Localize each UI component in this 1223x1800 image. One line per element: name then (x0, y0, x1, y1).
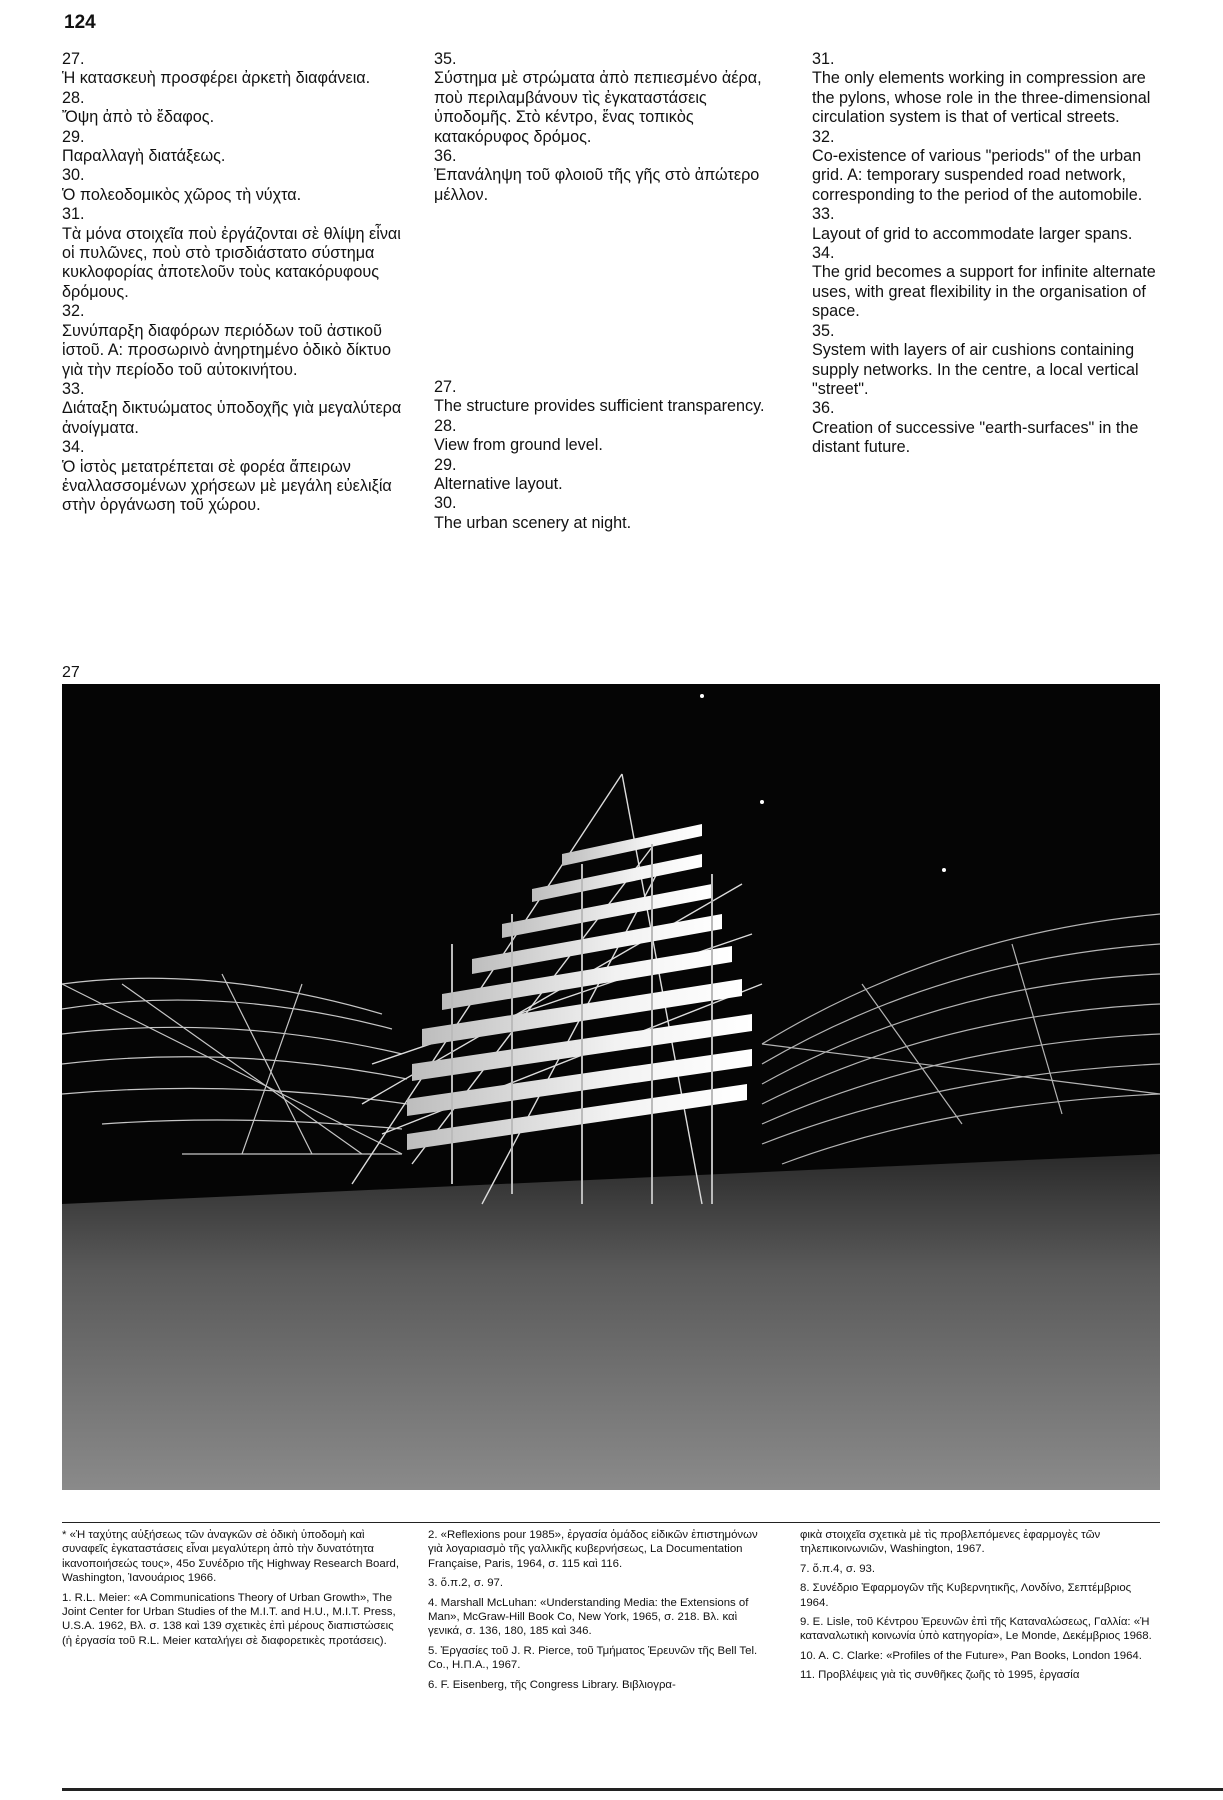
footnotes-column-1 (62, 1528, 404, 1653)
caption-line: 31. (812, 50, 835, 68)
footnote: 4. Marshall McLuhan: «Understanding Media: the Extensions of Man», McGraw-Hill Book Co, New York, 1965, σ. 218. Βλ. καὶ γενικά, σ. 136, 180, 185 καὶ 346. (428, 1596, 749, 1638)
footnote: φικὰ στοιχεῖα σχετικὰ μὲ τὶς προβλεπόμενες ἐφαρμογὲς τῶν τηλεπικοινωνιῶν, Washington, 1967. (800, 1529, 1101, 1556)
footnote: 1. R.L. Meier: «A Communications Theory of Urban Growth», The Joint Center for Urban Studies of the M.I.T. and H.U., M.I.T. Press, U.S.A. 1962, Βλ. σ. 138 καὶ 139 σχετικὲς ἐπὶ μέρους διαπιστώσεις (ἡ ἐργασία τοῦ R.L. Meier καταλήγει σὲ διαφορετικὲς προτάσεις). (62, 1591, 396, 1647)
footnote: 2. «Reflexions pour 1985», ἐργασία ὁμάδος εἰδικῶν ἐπιστημόνων γιὰ λογαριασμὸ τῆς γαλλικῆς κυβερνήσεως, La Documentation Française, Paris, 1964, σ. 115 καὶ 116. (428, 1529, 758, 1570)
caption-line: 29. (434, 455, 457, 474)
caption-line: 32. (812, 127, 835, 146)
caption-line: Διάταξη δικτυώματος ὑποδοχῆς γιὰ μεγαλύτερα ἀνοίγματα. (62, 399, 402, 437)
caption-line: The structure provides sufficient transparency. (434, 397, 765, 416)
footnote: 8. Συνέδριο Ἐφαρμογῶν τῆς Κυβερνητικῆς, Λονδίνο, Σεπτέμβριος 1964. (800, 1582, 1132, 1609)
caption-line: 33. (62, 379, 85, 398)
caption-line: Παραλλαγὴ διατάξεως. (62, 147, 226, 166)
caption-line: 35. (812, 321, 835, 340)
caption-line: The only elements working in compression are the pylons, whose role in the three-dimensional circulation system is that of vertical streets. (812, 69, 1151, 127)
caption-line: 35. (434, 50, 457, 68)
figure-photo (62, 684, 1160, 1490)
caption-line: 36. (812, 399, 835, 418)
caption-line: 28. (62, 88, 85, 107)
caption-line: 30. (434, 494, 457, 513)
footnote: 7. ὅ.π.4, σ. 93. (800, 1562, 876, 1575)
caption-line: Co-existence of various "periods" of the urban grid. A: temporary suspended road network, corresponding to the period of the automobile. (812, 147, 1143, 204)
middle-captions-column (434, 50, 770, 532)
english-captions-column (812, 50, 1157, 458)
middle-english-captions (434, 378, 770, 533)
caption-line: 28. (434, 416, 457, 435)
middle-greek-captions (434, 50, 770, 205)
caption-line: 31. (62, 205, 85, 224)
footnotes-column-2 (428, 1528, 772, 1697)
footnotes-rule (62, 1522, 1160, 1523)
caption-line: 27. (62, 50, 85, 68)
caption-line: 34. (62, 438, 85, 457)
caption-line: 36. (434, 147, 457, 166)
caption-line: Layout of grid to accommodate larger spans. (812, 224, 1133, 243)
caption-line: The urban scenery at night. (434, 513, 632, 532)
footnote: 6. F. Eisenberg, τῆς Congress Library. Βιβλιογρα- (428, 1678, 676, 1691)
footnote: 5. Ἐργασίες τοῦ J. R. Pierce, τοῦ Τμήματος Ἐρευνῶν τῆς Bell Tel. Co., Η.Π.Α., 1967. (428, 1644, 758, 1672)
page-number: 124 (64, 12, 96, 33)
caption-line: The grid becomes a support for infinite alternate uses, with great flexibility in the organisation of space. (812, 263, 1156, 321)
footnotes-column-3 (800, 1528, 1160, 1688)
bottom-rule (62, 1788, 1223, 1791)
caption-line: Ὁ πολεοδομικὸς χῶρος τὴ νύχτα. (62, 185, 302, 204)
caption-line: View from ground level. (434, 436, 603, 455)
figure-label: 27 (62, 664, 80, 681)
caption-line: 27. (434, 378, 457, 396)
caption-line: Creation of successive "earth-surfaces" in the distant future. (812, 418, 1139, 457)
caption-line: Ἐπανάληψη τοῦ φλοιοῦ τῆς γῆς στὸ ἀπώτερο μέλλον. (434, 166, 760, 204)
caption-line: Ὄψη ἀπὸ τὸ ἔδαφος. (62, 108, 215, 127)
caption-line: Alternative layout. (434, 475, 563, 494)
greek-captions-column (62, 50, 407, 516)
caption-line: 34. (812, 244, 835, 263)
caption-line: 29. (62, 127, 85, 146)
caption-line: Σύστημα μὲ στρώματα ἀπὸ πεπιεσμένο ἀέρα, ποὺ περιλαμβάνουν τὶς ἐγκαταστάσεις ὑποδομῆς. Στὸ κέντρο, ἕνας τοπικὸς κατακόρυφος δρόμος. (434, 69, 762, 146)
caption-line: Ἡ κατασκευὴ προσφέρει ἀρκετὴ διαφάνεια. (62, 69, 371, 88)
caption-line: Τὰ μόνα στοιχεῖα ποὺ ἐργάζονται σὲ θλίψη εἶναι οἱ πυλῶνες, ποὺ στὸ τρισδιάστατο σύστημα κυκλοφορίας ἀποτελοῦν τοὺς κατακόρυφους δρόμους. (62, 224, 401, 301)
footnote: 11. Προβλέψεις γιὰ τὶς συνθῆκες ζωῆς τὸ 1995, ἐργασία (800, 1669, 1080, 1682)
footnote: 10. A. C. Clarke: «Profiles of the Future», Pan Books, London 1964. (800, 1649, 1142, 1662)
footnote: 3. ὅ.π.2, σ. 97. (428, 1577, 504, 1590)
footnote: * «Ἡ ταχύτης αὐξήσεως τῶν ἀναγκῶν σὲ ὁδικὴ ὑποδομὴ καὶ συναφεῖς ἐγκαταστάσεις εἶναι μεγαλύτερη ἀπὸ τὴν δυνατότητα ἱκανοποιήσεώς τους», 45ο Συνέδριο τῆς Highway Research Board, Washington, Ἰανουάριος 1966. (62, 1529, 400, 1585)
caption-line: System with layers of air cushions containing supply networks. In the centre, a local vertical "street". (812, 341, 1139, 398)
caption-line: 32. (62, 302, 85, 321)
footnote: 9. E. Lisle, τοῦ Κέντρου Ἐρευνῶν ἐπὶ τῆς Καταναλώσεως, Γαλλία: «Ἡ καταναλωτικὴ κοινωνία ὑπὸ κατηγορία», Le Monde, Δεκέμβριος 1968. (800, 1616, 1152, 1643)
caption-line: 30. (62, 166, 85, 185)
caption-line: Συνύπαρξη διαφόρων περιόδων τοῦ ἀστικοῦ ἱστοῦ. Α: προσωρινὸ ἀνηρτημένο ὁδικὸ δίκτυο γιὰ τὴν περίοδο τοῦ αὐτοκινήτου. (62, 321, 392, 379)
caption-line: Ὁ ἱστὸς μετατρέπεται σὲ φορέα ἄπειρων ἐναλλασσομένων χρήσεων μὲ μεγάλη εὐελιξία στὴν ὀργάνωση τοῦ χώρου. (62, 457, 392, 515)
caption-line: 33. (812, 205, 835, 224)
structure-model-photo (62, 684, 1160, 1490)
